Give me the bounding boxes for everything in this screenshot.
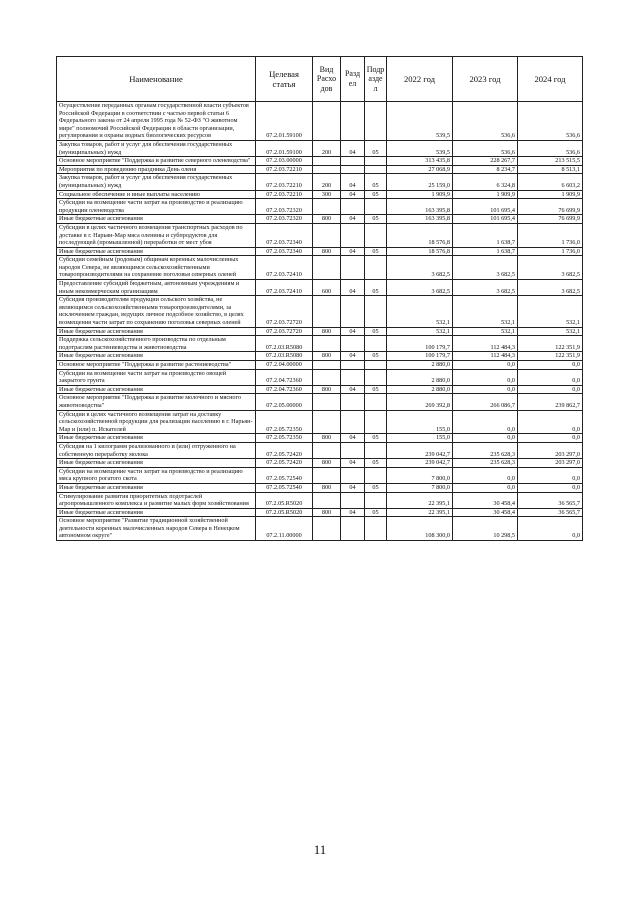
- cell-name: Иные бюджетные ассигнования: [57, 508, 256, 517]
- cell-2023: 235 628,3: [453, 442, 518, 458]
- cell-name: Мероприятия по проведению праздника День оленя: [57, 165, 256, 174]
- cell-2022: 313 435,8: [387, 157, 453, 166]
- table-row: [57, 174, 583, 190]
- cell-2024: 122 351,9: [518, 352, 583, 361]
- cell-2024: 203 297,0: [518, 459, 583, 468]
- cell-target: 07.2.05.72350: [256, 410, 313, 434]
- cell-section: [341, 467, 365, 483]
- cell-subsection: 05: [365, 190, 387, 199]
- cell-subsection: 05: [365, 352, 387, 361]
- cell-2023: 0,0: [453, 467, 518, 483]
- cell-2024: 203 297,0: [518, 442, 583, 458]
- cell-2023: 6 324,8: [453, 174, 518, 190]
- cell-2022: 2 880,0: [387, 369, 453, 385]
- cell-subsection: [365, 361, 387, 370]
- cell-name: Иные бюджетные ассигнования: [57, 459, 256, 468]
- cell-kind: [313, 410, 341, 434]
- cell-kind: [313, 336, 341, 352]
- cell-subsection: [365, 410, 387, 434]
- cell-section: 04: [341, 190, 365, 199]
- cell-name: Иные бюджетные ассигнования: [57, 483, 256, 492]
- cell-2022: 7 800,0: [387, 467, 453, 483]
- cell-2022: 539,5: [387, 102, 453, 141]
- cell-subsection: [365, 442, 387, 458]
- cell-name: Поддержка сельскохозяйственного производства по отдельным подотраслям растениеводства и животноводства: [57, 336, 256, 352]
- cell-subsection: [365, 517, 387, 541]
- cell-subsection: [365, 165, 387, 174]
- table-row: [57, 517, 583, 541]
- table-row: [57, 336, 583, 352]
- cell-name: Основное мероприятие "Поддержка и развитие молочного и мясного животноводства": [57, 394, 256, 410]
- cell-target: 07.2.03.72410: [256, 256, 313, 280]
- cell-name: Субсидии на возмещение части затрат на производство овощей закрытого грунта: [57, 369, 256, 385]
- header-target: Целевая статья: [256, 57, 313, 102]
- cell-2022: 155,0: [387, 434, 453, 443]
- cell-kind: [313, 361, 341, 370]
- cell-2024: 3 682,5: [518, 256, 583, 280]
- cell-subsection: [365, 223, 387, 247]
- cell-name: Субсидии в целях частичного возмещения транспортных расходов по доставке в г. Нарьян-Мар мяса оленины и субпродуктов для последующей (промышленной) переработки от мест убоя: [57, 223, 256, 247]
- cell-section: [341, 442, 365, 458]
- cell-name: Субсидии в целях частичного возмещения затрат на доставку сельскохозяйственной продукции для реализации населению в г. Нарьян-Мар и (или) п. Искателей: [57, 410, 256, 434]
- cell-2023: 536,6: [453, 140, 518, 156]
- cell-kind: [313, 165, 341, 174]
- cell-subsection: [365, 369, 387, 385]
- cell-2023: 101 695,4: [453, 199, 518, 215]
- cell-subsection: 05: [365, 385, 387, 394]
- cell-kind: [313, 256, 341, 280]
- cell-2022: 100 179,7: [387, 352, 453, 361]
- cell-kind: 800: [313, 247, 341, 256]
- cell-2023: 532,1: [453, 327, 518, 336]
- cell-2022: 100 179,7: [387, 336, 453, 352]
- cell-subsection: 05: [365, 280, 387, 296]
- cell-2024: 536,6: [518, 102, 583, 141]
- table-row: [57, 165, 583, 174]
- cell-target: 07.2.03.72320: [256, 215, 313, 224]
- cell-2024: 0,0: [518, 369, 583, 385]
- table-row: [57, 361, 583, 370]
- cell-2023: 0,0: [453, 385, 518, 394]
- cell-target: 07.2.05.72540: [256, 467, 313, 483]
- table-row: [57, 369, 583, 385]
- cell-name: Субсидия производителям продукции сельского хозяйства, не являющимся сельскохозяйственными товаропроизводителями, за исключением граждан, ведущих личное подсобное хозяйство, в целях возмещения части затрат по сохранению поголовья северных оленей: [57, 296, 256, 327]
- cell-2024: 0,0: [518, 483, 583, 492]
- cell-section: [341, 336, 365, 352]
- cell-kind: 800: [313, 352, 341, 361]
- header-subsection: Подр азде л: [365, 57, 387, 102]
- cell-2024: 536,6: [518, 140, 583, 156]
- cell-2023: 112 484,3: [453, 352, 518, 361]
- cell-target: 07.2.04.00000: [256, 361, 313, 370]
- cell-2024: 0,0: [518, 434, 583, 443]
- table-row: [57, 410, 583, 434]
- table-row: [57, 459, 583, 468]
- cell-2022: 163 395,8: [387, 215, 453, 224]
- cell-kind: [313, 492, 341, 508]
- table-row: [57, 199, 583, 215]
- cell-2024: 0,0: [518, 410, 583, 434]
- cell-2022: 3 682,5: [387, 256, 453, 280]
- cell-section: 04: [341, 247, 365, 256]
- table-row: [57, 215, 583, 224]
- cell-kind: [313, 102, 341, 141]
- cell-subsection: [365, 296, 387, 327]
- cell-2024: 36 565,7: [518, 492, 583, 508]
- cell-2024: 532,1: [518, 296, 583, 327]
- cell-2024: 0,0: [518, 361, 583, 370]
- cell-2024: 0,0: [518, 467, 583, 483]
- table-row: [57, 508, 583, 517]
- cell-2022: 239 042,7: [387, 442, 453, 458]
- cell-section: 04: [341, 327, 365, 336]
- cell-2024: 6 603,2: [518, 174, 583, 190]
- table-row: [57, 190, 583, 199]
- header-2022: 2022 год: [387, 57, 453, 102]
- cell-section: [341, 410, 365, 434]
- cell-target: 07.2.03.72720: [256, 327, 313, 336]
- cell-target: 07.2.11.00000: [256, 517, 313, 541]
- cell-2023: 8 234,7: [453, 165, 518, 174]
- cell-section: 04: [341, 140, 365, 156]
- cell-2023: 30 458,4: [453, 492, 518, 508]
- cell-target: 07.2.03.R5080: [256, 336, 313, 352]
- cell-section: [341, 296, 365, 327]
- cell-section: 04: [341, 352, 365, 361]
- header-section: Разд ел: [341, 57, 365, 102]
- cell-2023: 0,0: [453, 361, 518, 370]
- cell-target: 07.2.03.72210: [256, 190, 313, 199]
- cell-kind: [313, 157, 341, 166]
- cell-2022: 2 880,0: [387, 385, 453, 394]
- table-row: [57, 247, 583, 256]
- cell-target: 07.2.05.72420: [256, 442, 313, 458]
- cell-section: [341, 369, 365, 385]
- cell-section: [341, 223, 365, 247]
- cell-name: Субсидии на возмещение части затрат на производство и реализацию мяса крупного рогатого скота: [57, 467, 256, 483]
- cell-kind: 300: [313, 190, 341, 199]
- cell-name: Иные бюджетные ассигнования: [57, 385, 256, 394]
- cell-2023: 536,6: [453, 102, 518, 141]
- cell-kind: [313, 394, 341, 410]
- cell-subsection: 05: [365, 327, 387, 336]
- cell-2024: 1 736,0: [518, 247, 583, 256]
- cell-subsection: [365, 102, 387, 141]
- cell-kind: 800: [313, 508, 341, 517]
- cell-kind: [313, 467, 341, 483]
- budget-table: [56, 56, 583, 541]
- cell-2024: 213 515,5: [518, 157, 583, 166]
- cell-target: 07.2.03.72720: [256, 296, 313, 327]
- cell-2023: 0,0: [453, 410, 518, 434]
- cell-subsection: 05: [365, 483, 387, 492]
- header-2023: 2023 год: [453, 57, 518, 102]
- cell-2023: 30 458,4: [453, 508, 518, 517]
- cell-2024: 239 862,7: [518, 394, 583, 410]
- cell-kind: [313, 199, 341, 215]
- cell-2023: 0,0: [453, 369, 518, 385]
- cell-section: 04: [341, 483, 365, 492]
- cell-2023: 112 484,3: [453, 336, 518, 352]
- cell-2023: 0,0: [453, 483, 518, 492]
- cell-2022: 2 880,0: [387, 361, 453, 370]
- cell-subsection: [365, 256, 387, 280]
- cell-kind: 800: [313, 459, 341, 468]
- cell-kind: [313, 517, 341, 541]
- cell-subsection: 05: [365, 434, 387, 443]
- cell-kind: [313, 369, 341, 385]
- cell-section: 04: [341, 174, 365, 190]
- cell-2022: 25 159,0: [387, 174, 453, 190]
- cell-target: 07.2.04.72360: [256, 385, 313, 394]
- cell-name: Основное мероприятие "Поддержка и развитие северного оленеводства": [57, 157, 256, 166]
- table-row: [57, 256, 583, 280]
- cell-subsection: 05: [365, 459, 387, 468]
- cell-section: [341, 492, 365, 508]
- table-row: [57, 223, 583, 247]
- cell-name: Осуществление переданных органам государственной власти субъектов Российской Федерации в соответствии с частью первой статьи 6 Федерального закона от 24 апреля 1995 года № 52-ФЗ "О животном мире" полномочий Российской Федерации в области организации, регулирования и охраны водных биологических ресурсов: [57, 102, 256, 141]
- cell-2022: 532,1: [387, 327, 453, 336]
- cell-name: Закупка товаров, работ и услуг для обеспечения государственных (муниципальных) нужд: [57, 174, 256, 190]
- table-row: [57, 352, 583, 361]
- cell-target: 07.2.01.59100: [256, 140, 313, 156]
- cell-target: 07.2.03.R5080: [256, 352, 313, 361]
- cell-2022: 269 392,8: [387, 394, 453, 410]
- cell-section: 04: [341, 215, 365, 224]
- cell-kind: 800: [313, 434, 341, 443]
- cell-subsection: [365, 157, 387, 166]
- cell-name: Основное мероприятие "Развитие традиционной хозяйственной деятельности коренных малочисленных народов Севера в Ненецком автономном округе": [57, 517, 256, 541]
- cell-2023: 3 682,5: [453, 256, 518, 280]
- cell-2024: 76 699,9: [518, 215, 583, 224]
- cell-2023: 3 682,5: [453, 280, 518, 296]
- cell-section: [341, 199, 365, 215]
- cell-subsection: [365, 467, 387, 483]
- table-row: [57, 492, 583, 508]
- cell-section: 04: [341, 280, 365, 296]
- cell-2023: 235 628,3: [453, 459, 518, 468]
- cell-section: [341, 256, 365, 280]
- cell-2023: 266 086,7: [453, 394, 518, 410]
- cell-kind: [313, 296, 341, 327]
- table-row: [57, 385, 583, 394]
- header-kind: Вид Расхо дов: [313, 57, 341, 102]
- cell-2022: 3 682,5: [387, 280, 453, 296]
- header-row: [57, 57, 583, 102]
- table-row: [57, 280, 583, 296]
- cell-target: 07.2.05.72350: [256, 434, 313, 443]
- cell-2024: 122 351,9: [518, 336, 583, 352]
- cell-target: 07.2.05.00000: [256, 394, 313, 410]
- table-row: [57, 483, 583, 492]
- cell-target: 07.2.03.72210: [256, 174, 313, 190]
- cell-2022: 18 576,8: [387, 223, 453, 247]
- cell-subsection: 05: [365, 215, 387, 224]
- cell-2024: 532,1: [518, 327, 583, 336]
- cell-2022: 539,5: [387, 140, 453, 156]
- cell-name: Иные бюджетные ассигнования: [57, 247, 256, 256]
- table-body: [57, 102, 583, 541]
- cell-name: Иные бюджетные ассигнования: [57, 327, 256, 336]
- cell-target: 07.2.04.72360: [256, 369, 313, 385]
- cell-target: 07.2.05.72420: [256, 459, 313, 468]
- cell-kind: 800: [313, 483, 341, 492]
- cell-2022: 163 395,8: [387, 199, 453, 215]
- cell-2022: 27 068,9: [387, 165, 453, 174]
- table-row: [57, 296, 583, 327]
- cell-kind: 800: [313, 385, 341, 394]
- cell-section: [341, 102, 365, 141]
- cell-2023: 1 909,9: [453, 190, 518, 199]
- cell-target: 07.2.03.72320: [256, 199, 313, 215]
- cell-section: 04: [341, 434, 365, 443]
- cell-2024: 8 513,1: [518, 165, 583, 174]
- cell-2022: 239 042,7: [387, 459, 453, 468]
- cell-name: Иные бюджетные ассигнования: [57, 215, 256, 224]
- cell-2023: 532,1: [453, 296, 518, 327]
- cell-2023: 0,0: [453, 434, 518, 443]
- cell-subsection: [365, 492, 387, 508]
- cell-subsection: [365, 199, 387, 215]
- header-2024: 2024 год: [518, 57, 583, 102]
- cell-2024: 36 565,7: [518, 508, 583, 517]
- cell-name: Социальное обеспечение и иные выплаты населению: [57, 190, 256, 199]
- cell-2022: 1 909,9: [387, 190, 453, 199]
- cell-2022: 155,0: [387, 410, 453, 434]
- cell-section: [341, 517, 365, 541]
- table-row: [57, 434, 583, 443]
- cell-name: Субсидии на возмещение части затрат на производство и реализацию продукции оленеводства: [57, 199, 256, 215]
- cell-name: Закупка товаров, работ и услуг для обеспечения государственных (муниципальных) нужд: [57, 140, 256, 156]
- cell-name: Основное мероприятие "Поддержка и развитие растениеводства": [57, 361, 256, 370]
- cell-2022: 532,1: [387, 296, 453, 327]
- cell-2024: 0,0: [518, 385, 583, 394]
- cell-section: 04: [341, 459, 365, 468]
- cell-name: Предоставление субсидий бюджетным, автономным учреждениям и иным некоммерческим организациям: [57, 280, 256, 296]
- cell-target: 07.2.01.59100: [256, 102, 313, 141]
- table-row: [57, 102, 583, 141]
- cell-target: 07.2.03.72410: [256, 280, 313, 296]
- cell-kind: [313, 223, 341, 247]
- cell-2022: 108 300,0: [387, 517, 453, 541]
- cell-kind: 200: [313, 140, 341, 156]
- table-row: [57, 157, 583, 166]
- cell-target: 07.2.03.72340: [256, 247, 313, 256]
- table-row: [57, 442, 583, 458]
- cell-target: 07.2.03.72340: [256, 223, 313, 247]
- cell-2024: 1 909,9: [518, 190, 583, 199]
- header-name: Наименование: [57, 57, 256, 102]
- cell-subsection: [365, 394, 387, 410]
- cell-target: 07.2.03.72210: [256, 165, 313, 174]
- cell-section: [341, 157, 365, 166]
- cell-2024: 1 736,0: [518, 223, 583, 247]
- cell-2023: 228 267,7: [453, 157, 518, 166]
- cell-section: [341, 361, 365, 370]
- cell-kind: 600: [313, 280, 341, 296]
- cell-kind: [313, 442, 341, 458]
- cell-kind: 200: [313, 174, 341, 190]
- cell-target: 07.2.05.R5020: [256, 508, 313, 517]
- cell-subsection: 05: [365, 140, 387, 156]
- cell-target: 07.2.05.72540: [256, 483, 313, 492]
- cell-2023: 10 298,5: [453, 517, 518, 541]
- cell-target: 07.2.03.00000: [256, 157, 313, 166]
- cell-section: [341, 394, 365, 410]
- cell-name: Иные бюджетные ассигнования: [57, 434, 256, 443]
- cell-2023: 1 638,7: [453, 223, 518, 247]
- cell-kind: 800: [313, 327, 341, 336]
- cell-2023: 1 638,7: [453, 247, 518, 256]
- cell-2022: 7 800,0: [387, 483, 453, 492]
- cell-section: 04: [341, 385, 365, 394]
- cell-2022: 22 395,1: [387, 508, 453, 517]
- cell-subsection: 05: [365, 508, 387, 517]
- cell-name: Стимулирование развития приоритетных подотраслей агропромышленного комплекса и развитие малых форм хозяйствования: [57, 492, 256, 508]
- table-row: [57, 140, 583, 156]
- cell-2022: 18 576,8: [387, 247, 453, 256]
- table-row: [57, 467, 583, 483]
- cell-kind: 800: [313, 215, 341, 224]
- cell-2024: 3 682,5: [518, 280, 583, 296]
- table-row: [57, 394, 583, 410]
- cell-2022: 22 395,1: [387, 492, 453, 508]
- cell-name: Субсидии семейным (родовым) общинам коренных малочисленных народов Севера, не являющимся сельскохозяйственными товаропроизводителями на сохранение поголовья северных оленей: [57, 256, 256, 280]
- cell-name: Иные бюджетные ассигнования: [57, 352, 256, 361]
- cell-2023: 101 695,4: [453, 215, 518, 224]
- cell-subsection: [365, 336, 387, 352]
- table-row: [57, 327, 583, 336]
- cell-section: [341, 165, 365, 174]
- cell-2024: 0,0: [518, 517, 583, 541]
- cell-section: 04: [341, 508, 365, 517]
- cell-subsection: 05: [365, 247, 387, 256]
- cell-2024: 76 699,9: [518, 199, 583, 215]
- cell-target: 07.2.05.R5020: [256, 492, 313, 508]
- cell-name: Субсидия на 1 килограмм реализованного и (или) отгруженного на собственную переработку молока: [57, 442, 256, 458]
- cell-subsection: 05: [365, 174, 387, 190]
- page-number: 11: [313, 842, 327, 857]
